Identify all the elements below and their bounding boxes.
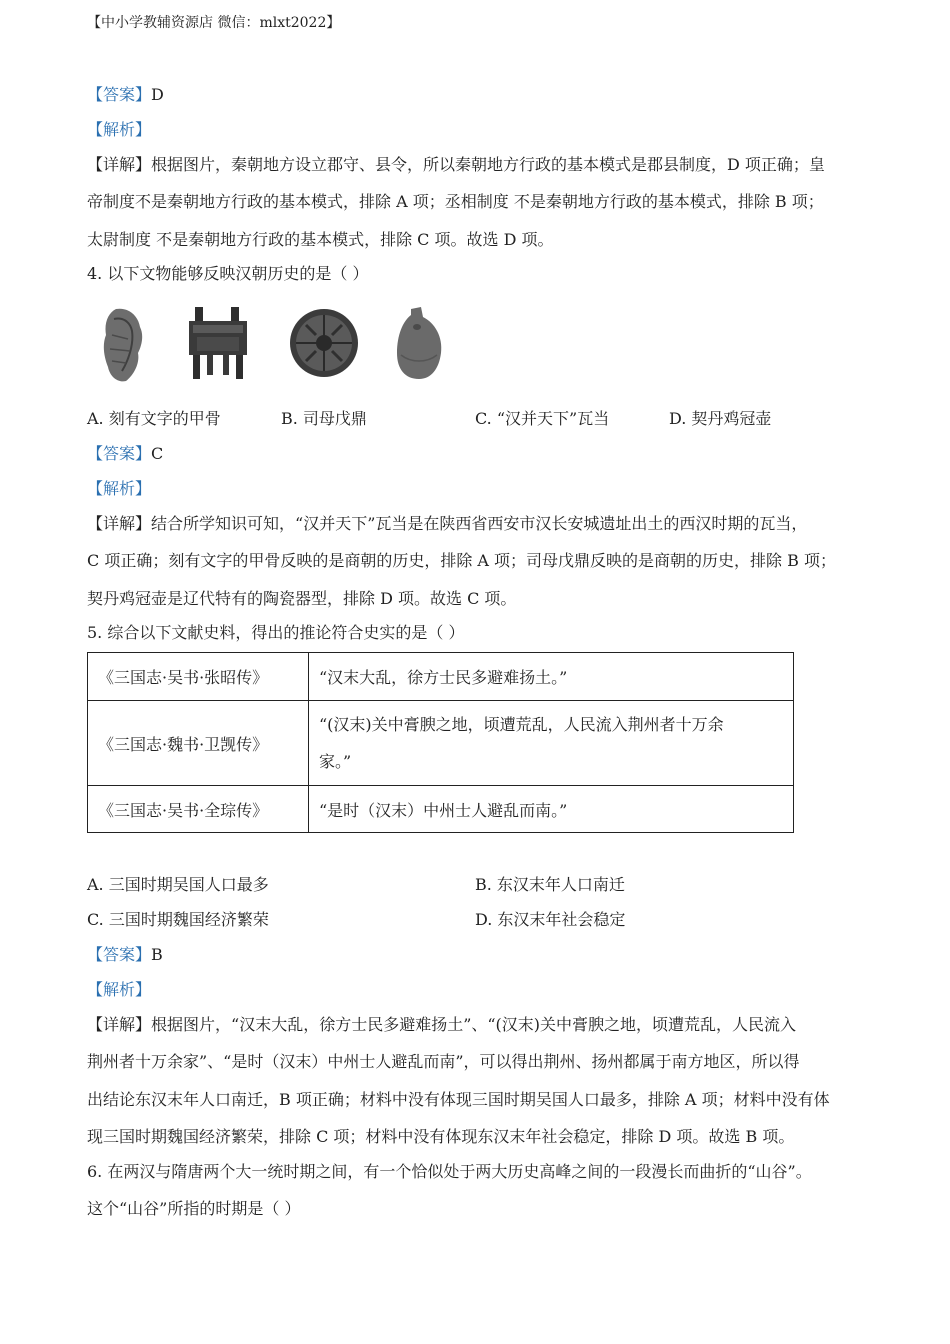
q5-option-a: A. 三国时期吴国人口最多	[87, 875, 269, 894]
table-row	[88, 786, 794, 833]
q3-detail-line-2: 帝制度不是秦朝地方行政的基本模式，排除 A 项；丞相制度 不是秦朝地方行政的基本模式，排除 B 项；	[87, 192, 824, 211]
table-row	[88, 701, 794, 786]
q5-detail-line-3: 出结论东汉末年人口南迁，B 项正确；材料中没有体现三国时期吴国人口最多，排除 A 项；材料中没有体	[87, 1090, 830, 1109]
q3-answer: D	[151, 85, 164, 104]
q4-option-c: C. “汉并天下”瓦当	[475, 409, 610, 428]
answer-label: 【答案】	[87, 85, 152, 104]
q5-option-b: B. 东汉末年人口南迁	[475, 875, 625, 894]
q4-question: 4. 以下文物能够反映汉朝历史的是（ ）	[87, 264, 369, 283]
q5-option-c: C. 三国时期魏国经济繁荣	[87, 910, 269, 929]
table-cell-source: 《三国志·吴书·全琮传》	[88, 786, 309, 833]
q5-answer: B	[151, 945, 163, 964]
q5-detail-line-2: 荆州者十万余家”、“是时（汉末）中州士人避乱而南”，可以得出荆州、扬州都属于南方地区，所以得	[87, 1052, 800, 1071]
table-cell-quote: “(汉末)关中膏腴之地，顷遭荒乱，人民流入荆州者十万余 家。”	[309, 701, 794, 786]
q4-detail-line-1: 【详解】结合所学知识可知，“汉并天下”瓦当是在陕西省西安市汉长安城遗址出土的西汉时期的瓦当，	[87, 514, 808, 533]
q3-answer-line	[87, 82, 164, 105]
q5-source-table	[87, 652, 794, 833]
q6-question-line-2: 这个“山谷”所指的时期是（ ）	[87, 1199, 301, 1218]
q5-detail-line-4: 现三国时期魏国经济繁荣，排除 C 项；材料中没有体现东汉末年社会稳定，排除 D 项。故选 B 项。	[87, 1127, 795, 1146]
table-row	[88, 653, 794, 701]
detail-label: 【详解】	[87, 155, 152, 174]
q4-option-d: D. 契丹鸡冠壶	[669, 409, 772, 428]
detail-label: 【详解】	[87, 1015, 152, 1034]
table-cell-quote: “是时（汉末）中州士人避乱而南。”	[309, 786, 794, 833]
q4-answer-line	[87, 441, 163, 464]
header-watermark: 【中小学教辅资源店 微信：mlxt2022】	[87, 15, 341, 31]
oracle-bone-image	[98, 305, 148, 385]
han-tile-end-image	[288, 307, 360, 379]
q5-question: 5. 综合以下文献史料，得出的推论符合史实的是（ ）	[87, 623, 465, 642]
q4-answer: C	[151, 444, 164, 463]
q5-analysis-label: 【解析】	[87, 980, 152, 999]
q4-option-b: B. 司母戊鼎	[281, 409, 367, 428]
q5-answer-line	[87, 942, 163, 965]
q3-analysis-label: 【解析】	[87, 120, 152, 139]
q3-detail-line-1: 【详解】根据图片，秦朝地方设立郡守、县令，所以秦朝地方行政的基本模式是郡县制度，D 项正确；皇	[87, 155, 825, 174]
q3-detail-line-3: 太尉制度 不是秦朝地方行政的基本模式，排除 C 项。故选 D 项。	[87, 230, 554, 249]
q4-detail-line-3: 契丹鸡冠壶是辽代特有的陶瓷器型，排除 D 项。故选 C 项。	[87, 589, 517, 608]
table-cell-source: 《三国志·吴书·张昭传》	[88, 653, 309, 701]
q4-analysis-label: 【解析】	[87, 479, 152, 498]
answer-label: 【答案】	[87, 444, 152, 463]
q6-question-line-1: 6. 在两汉与隋唐两个大一统时期之间，有一个恰似处于两大历史高峰之间的一段漫长而曲折的“山谷”。	[87, 1162, 812, 1181]
simuwu-ding-image	[183, 303, 253, 383]
answer-label: 【答案】	[87, 945, 152, 964]
q5-detail-line-1: 【详解】根据图片，“汉末大乱，徐方士民多避难扬土”、“(汉末)关中膏腴之地，顷遭荒乱，人民流入	[87, 1015, 797, 1034]
table-cell-source: 《三国志·魏书·卫觊传》	[88, 701, 309, 786]
q4-detail-line-2: C 项正确；刻有文字的甲骨反映的是商朝的历史，排除 A 项；司母戊鼎反映的是商朝的历史，排除 B 项；	[87, 551, 836, 570]
q4-option-a: A. 刻有文字的甲骨	[87, 409, 221, 428]
khitan-cockscomb-pot-image	[391, 305, 447, 381]
detail-label: 【详解】	[87, 514, 152, 533]
table-cell-quote: “汉末大乱，徐方士民多避难扬土。”	[309, 653, 794, 701]
q5-option-d: D. 东汉末年社会稳定	[475, 910, 626, 929]
